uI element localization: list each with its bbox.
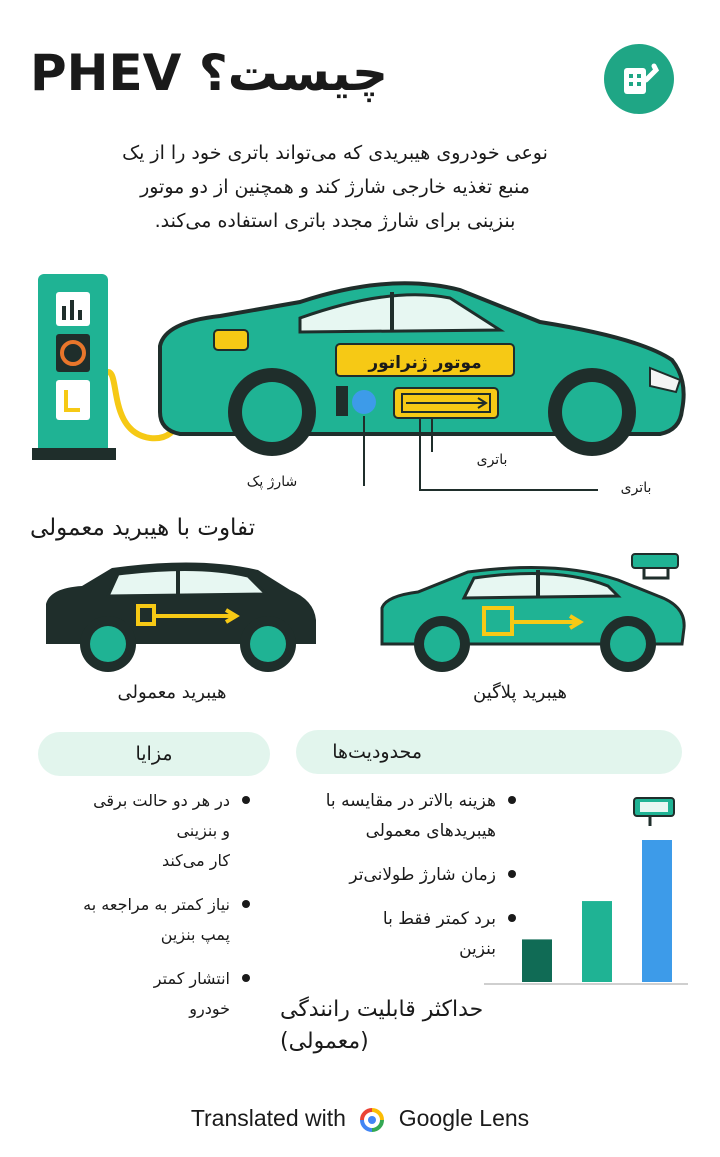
regular-hybrid-car-icon <box>38 560 322 678</box>
advantages-title: مزایا <box>135 743 173 765</box>
generator-label: موتور ژنراتور <box>368 353 482 373</box>
intro-line: منبع تغذیه خارجی شارژ کند و همچنین از دو موتور <box>140 176 530 198</box>
battery-label: باتری <box>476 452 508 468</box>
footer-brand: Google Lens <box>398 1105 530 1131</box>
driving-range-chart <box>484 794 692 990</box>
regular-hybrid-caption: هیبرید معمولی <box>117 682 227 703</box>
list-line: خودرو <box>189 999 230 1018</box>
chart-bar <box>522 939 552 982</box>
charge-port-label: شارژ پک <box>246 474 298 490</box>
list-line: بنزین <box>459 939 496 959</box>
list-line: هیبریدهای معمولی <box>365 821 496 841</box>
phev-diagram <box>0 262 720 502</box>
plugin-hybrid-car-small-icon <box>378 552 690 678</box>
list-line: و بنزینی <box>176 821 230 840</box>
list-line: پمپ بنزین <box>160 925 230 944</box>
chart-bar <box>642 840 672 982</box>
battery-label: باتری <box>620 480 652 496</box>
list-line: نیاز کمتر به مراجعه به <box>83 895 230 914</box>
comparison-title: تفاوت با هیبرید معمولی <box>30 515 256 541</box>
ev-plug-icon <box>604 44 674 114</box>
charging-station-icon <box>32 274 116 460</box>
page-title: PHEV چیست؟ <box>30 44 389 102</box>
footer <box>0 1100 720 1136</box>
advantages-list <box>40 786 252 1038</box>
footer-prefix: Translated with <box>190 1105 346 1131</box>
intro-line: نوعی خودروی هیبریدی که می‌تواند باتری خود را از یک <box>122 142 548 164</box>
chart-bar <box>582 901 612 982</box>
list-line: برد کمتر فقط با <box>382 909 496 929</box>
list-line: کار می‌کند <box>161 851 230 870</box>
plugin-hybrid-caption: هیبرید پلاگین <box>473 682 567 703</box>
limitations-header <box>296 730 682 774</box>
list-item <box>40 786 252 876</box>
list-line: زمان شارژ طولانی‌تر <box>349 865 496 885</box>
list-line: انتشار کمتر <box>153 969 230 988</box>
advantages-header <box>38 732 270 776</box>
chart-title: حداکثر قابلیت رانندگی (معمولی) <box>280 997 484 1054</box>
google-lens-icon <box>358 1106 386 1134</box>
list-item <box>40 964 252 1024</box>
list-line: هزینه بالاتر در مقایسه با <box>325 791 496 811</box>
intro-line: بنزینی برای شارژ مجدد باتری استفاده می‌کند. <box>154 210 516 232</box>
list-line: در هر دو حالت برقی <box>93 791 230 810</box>
limitations-title: محدودیت‌ها <box>332 741 422 763</box>
list-item <box>40 890 252 950</box>
charger-icon <box>634 798 674 826</box>
intro-text <box>70 136 600 238</box>
